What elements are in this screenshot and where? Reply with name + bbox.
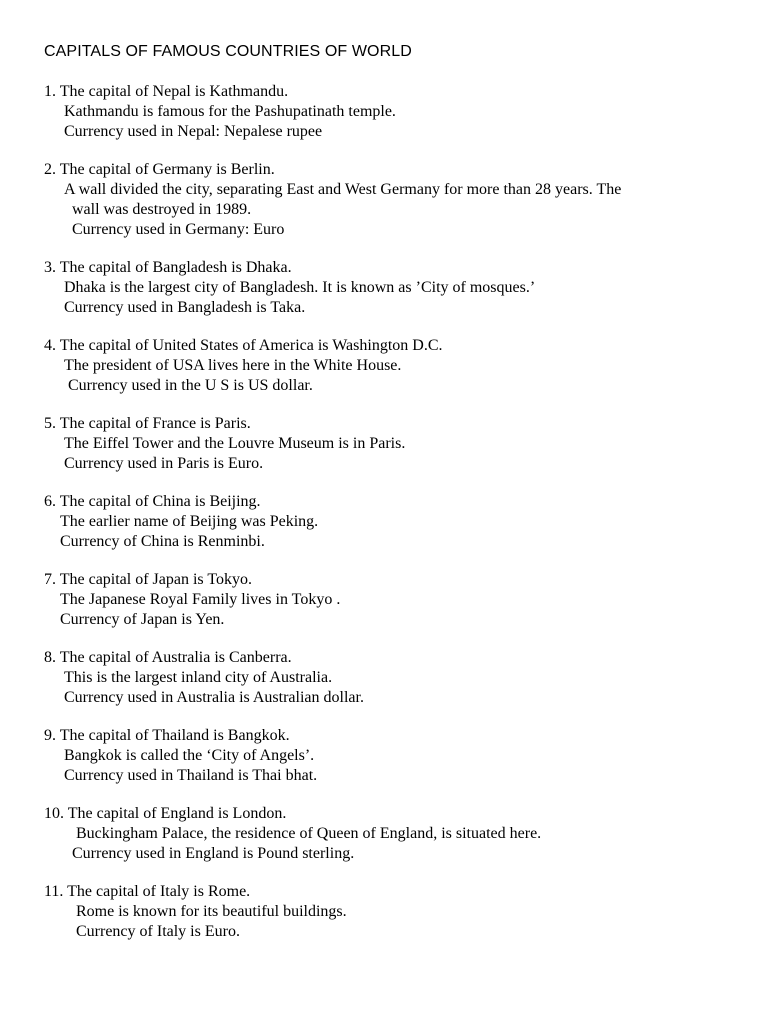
entry-heading: 10. The capital of England is London.: [44, 805, 287, 822]
entry-fact: The Japanese Royal Family lives in Tokyo .: [60, 591, 341, 608]
entry-heading: 11. The capital of Italy is Rome.: [44, 883, 251, 900]
entry-fact: Kathmandu is famous for the Pashupatinath temple.: [64, 103, 396, 120]
entry-fact: The Eiffel Tower and the Louvre Museum is in Paris.: [64, 435, 406, 452]
entry-fact-continued: wall was destroyed in 1989.: [72, 201, 252, 218]
entry-currency: Currency used in Paris is Euro.: [64, 455, 264, 472]
document-title: CAPITALS OF FAMOUS COUNTRIES OF WORLD: [44, 43, 412, 60]
entry-heading: 8. The capital of Australia is Canberra.: [44, 649, 292, 666]
entry-heading: 7. The capital of Japan is Tokyo.: [44, 571, 253, 588]
entry-fact: A wall divided the city, separating East and West Germany for more than 28 years. The: [64, 181, 622, 198]
entry-fact: The president of USA lives here in the White House.: [64, 357, 402, 374]
entry-heading: 5. The capital of France is Paris.: [44, 415, 251, 432]
entry-fact: Dhaka is the largest city of Bangladesh. It is known as ’City of mosques.’: [64, 279, 536, 296]
entry-heading: 3. The capital of Bangladesh is Dhaka.: [44, 259, 292, 276]
entry-currency: Currency used in Bangladesh is Taka.: [64, 299, 306, 316]
entry-heading: 1. The capital of Nepal is Kathmandu.: [44, 83, 289, 100]
entry-currency: Currency of China is Renminbi.: [60, 533, 265, 550]
entry-fact: Rome is known for its beautiful buildings.: [76, 903, 347, 920]
entry-currency: Currency of Italy is Euro.: [76, 923, 240, 940]
entry-heading: 6. The capital of China is Beijing.: [44, 493, 261, 510]
entry-currency: Currency used in Australia is Australian dollar.: [64, 689, 364, 706]
entry-heading: 9. The capital of Thailand is Bangkok.: [44, 727, 290, 744]
entry-currency: Currency used in the U S is US dollar.: [68, 377, 313, 394]
entry-heading: 4. The capital of United States of America is Washington D.C.: [44, 337, 443, 354]
entry-currency: Currency used in England is Pound sterling.: [72, 845, 355, 862]
entry-heading: 2. The capital of Germany is Berlin.: [44, 161, 275, 178]
entry-fact: Buckingham Palace, the residence of Queen of England, is situated here.: [76, 825, 542, 842]
entry-fact: This is the largest inland city of Australia.: [64, 669, 333, 686]
entry-currency: Currency used in Nepal: Nepalese rupee: [64, 123, 323, 140]
entry-currency: Currency used in Thailand is Thai bhat.: [64, 767, 318, 784]
entry-currency: Currency used in Germany: Euro: [72, 221, 285, 238]
entry-currency: Currency of Japan is Yen.: [60, 611, 225, 628]
entry-fact: The earlier name of Beijing was Peking.: [60, 513, 319, 530]
entry-fact: Bangkok is called the ‘City of Angels’.: [64, 747, 315, 764]
